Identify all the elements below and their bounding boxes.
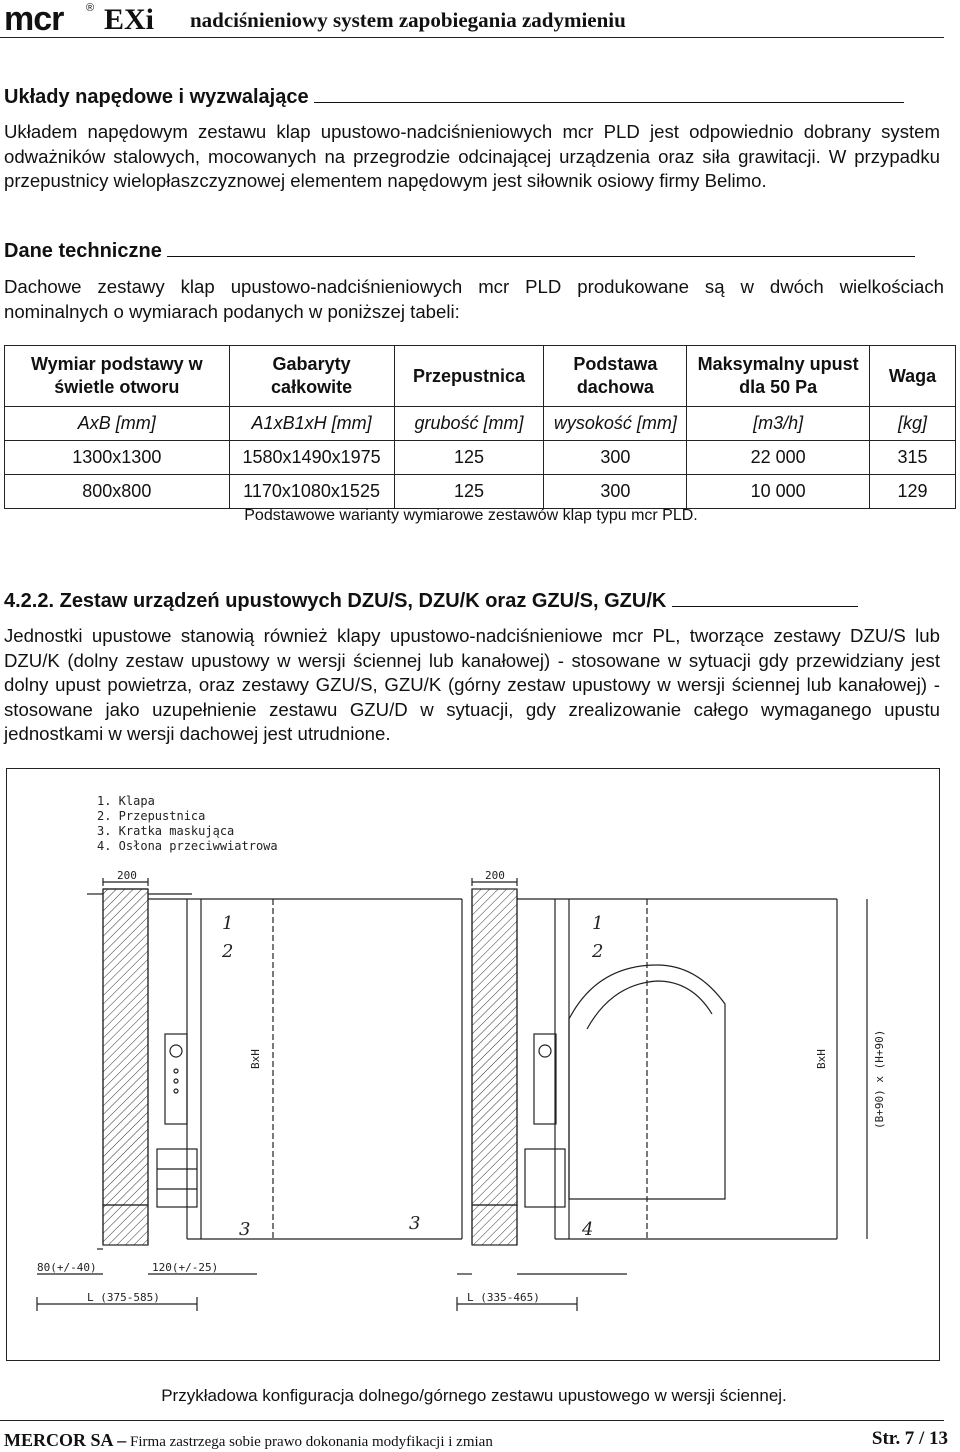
legend-item: 3. Kratka maskująca: [97, 824, 235, 838]
table-caption: Podstawowe warianty wymiarowe zestawów klap typu mcr PLD.: [244, 507, 698, 524]
mcr-logo: mcr: [4, 0, 64, 38]
table-cell: 125: [394, 475, 544, 509]
drawing-caption: Przykładowa konfiguracja dolnego/górnego zestawu upustowego w wersji ściennej.: [161, 1386, 787, 1405]
table-cell: 129: [870, 475, 956, 509]
wall-section: [472, 889, 517, 1205]
section-heading-units: 4.2.2. Zestaw urządzeń upustowych DZU/S, DZU/K oraz GZU/S, GZU/K: [4, 588, 858, 613]
dim-top-right: 200: [485, 869, 505, 882]
table-cell: 315: [870, 441, 956, 475]
table-header-cell: Gabaryty całkowite: [229, 346, 394, 407]
section-paragraph-tech-data: Dachowe zestawy klap upustowo-nadciśnieniowych mcr PLD produkowane są w dwóch wielkościach nominalnych o wymiarach podanych w poniższej tabeli:: [4, 276, 944, 322]
header-rule: [0, 37, 944, 38]
footer-rule: [0, 1420, 944, 1421]
registered-mark: ®: [86, 2, 95, 14]
right-view: [457, 878, 867, 1311]
dim-L-left: L (375-585): [87, 1291, 160, 1304]
callout-number: 1: [592, 913, 604, 934]
spec-table: [4, 345, 956, 509]
section-paragraph-units: Jednostki upustowe stanowią również klapy upustowo-nadciśnieniowe mcr PL, tworzące zestawy DZU/S lub DZU/K (dolny zestaw upustowy w wersji ściennej lub kanałowej) - stosowane w sytuacji gdy przewidziany jest dolny upust powietrza, oraz zestawy GZU/S, GZU/K (górny zestaw upustowy w wersji ściennej lub kanałowej) - stosowane jako uzupełnienie zestawu GZU/D w sytuacji, gdy zrealizowanie całego wymaganego upustu jednostkami w wersji dachowej jest utrudnione.: [4, 625, 940, 744]
table-row: [5, 441, 956, 475]
callout-number: 2: [222, 941, 234, 962]
footer-disclaimer: Firma zastrzega sobie prawo dokonania modyfikacji i zmian: [130, 1434, 493, 1450]
legend-item: 2. Przepustnica: [97, 809, 206, 823]
legend-item: 4. Osłona przeciwwiatrowa: [97, 839, 278, 853]
table-unit-cell: [kg]: [870, 407, 956, 441]
footer-dash: –: [117, 1430, 127, 1450]
table-header-cell: Maksymalny upust dla 50 Pa: [687, 346, 870, 407]
product-name: EXi: [104, 3, 155, 36]
table-cell: 1580x1490x1975: [229, 441, 394, 475]
table-header-cell: Podstawa dachowa: [544, 346, 687, 407]
table-units-row: [5, 407, 956, 441]
section-heading-drives: Układy napędowe i wyzwalające: [4, 84, 904, 109]
table-cell: 1170x1080x1525: [229, 475, 394, 509]
table-cell: 22 000: [687, 441, 870, 475]
left-view: [37, 878, 462, 1311]
table-unit-cell: grubość [mm]: [394, 407, 544, 441]
dim-height-left: BxH: [249, 1049, 262, 1069]
header-title: nadciśnieniowy system zapobiegania zadymieniu: [190, 8, 626, 32]
table-header-row: [5, 346, 956, 407]
legend-item: 1. Klapa: [97, 794, 155, 808]
table-unit-cell: wysokość [mm]: [544, 407, 687, 441]
table-cell: 1300x1300: [5, 441, 230, 475]
table-cell: 800x800: [5, 475, 230, 509]
callout-number: 4: [582, 1219, 594, 1240]
table-cell: 300: [544, 475, 687, 509]
callout-number: 3: [409, 1213, 421, 1234]
table-header-cell: Waga: [870, 346, 956, 407]
table-cell: 300: [544, 441, 687, 475]
drawing-svg: [7, 769, 939, 1360]
section-paragraph-drives: Układem napędowym zestawu klap upustowo-nadciśnieniowych mcr PLD jest odpowiednio dobrany system odważników stalowych, mocowanych na przegrodzie odcinającej urządzenia oraz siła grawitacji. W przypadku przepustnicy wielopłaszczyznowej elementem napędowym jest siłownik osiowy firmy Belimo.: [4, 121, 940, 191]
table-header-cell: Przepustnica: [394, 346, 544, 407]
table-row: [5, 475, 956, 509]
callout-number: 1: [222, 913, 234, 934]
table-cell: 125: [394, 441, 544, 475]
dim-L-right: L (335-465): [467, 1291, 540, 1304]
table-header-cell: Wymiar podstawy w świetle otworu: [5, 346, 230, 407]
dim-right-left: 120(+/-25): [152, 1261, 219, 1274]
damper: [534, 1034, 556, 1124]
table-cell: 10 000: [687, 475, 870, 509]
section-heading-tech-data: Dane techniczne: [4, 238, 915, 263]
footer-note: [4, 1430, 493, 1452]
callout-number: 3: [239, 1219, 251, 1240]
company-name: MERCOR SA: [4, 1430, 114, 1450]
dim-height-right: BxH: [815, 1049, 828, 1069]
wall-section: [103, 889, 148, 1205]
dim-top-left: 200: [117, 869, 137, 882]
table-unit-cell: A1xB1xH [mm]: [229, 407, 394, 441]
dim-side-right: (B+90) x (H+90): [873, 1029, 886, 1129]
table-unit-cell: AxB [mm]: [5, 407, 230, 441]
table-unit-cell: [m3/h]: [687, 407, 870, 441]
dim-left-left: 80(+/-40): [37, 1261, 97, 1274]
technical-drawing: [6, 768, 940, 1361]
callout-number: 2: [592, 941, 604, 962]
page-number: Str. 7 / 13: [871, 1428, 948, 1449]
